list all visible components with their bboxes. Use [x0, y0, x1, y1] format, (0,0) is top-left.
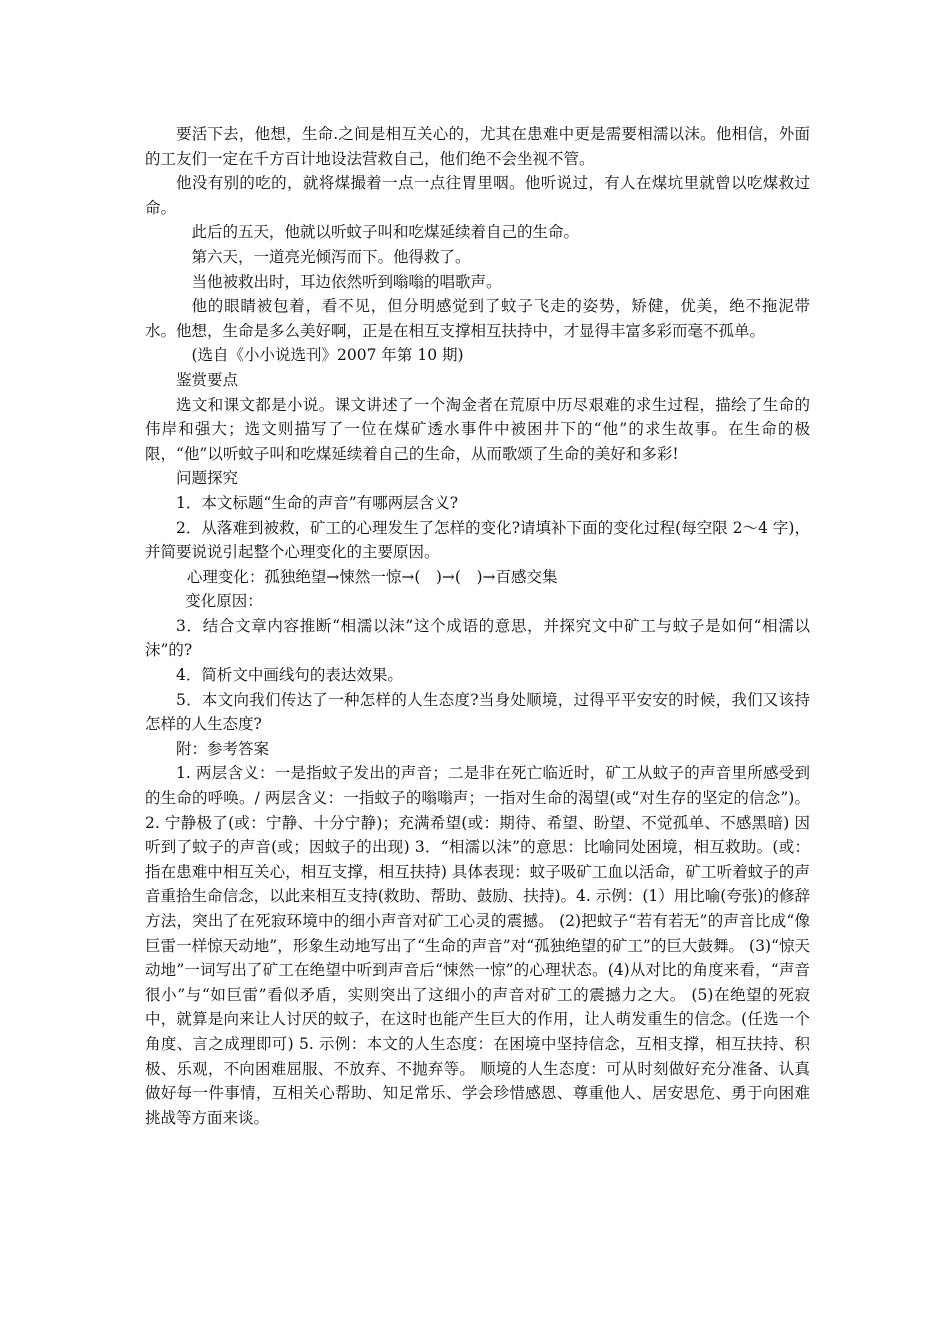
story-paragraph-2: 他没有别的吃的，就将煤撮着一点一点往胃里咽。他听说过，有人在煤坑里就曾以吃煤救过命。: [145, 174, 810, 217]
story-paragraph-6: 他的眼睛被包着，看不见，但分明感觉到了蚊子飞走的姿势，矫健，优美，绝不拖泥带水。他想，生命是多么美好啊，正是在相互支撑相互扶持中，才显得丰富多彩而毫不孤单。: [145, 297, 810, 340]
question-5: 5．本文向我们传达了一种怎样的人生态度?当身处顺境，过得平平安安的时候，我们又该持怎样的人生态度?: [145, 690, 810, 734]
story-paragraph-3: 此后的五天，他就以听蚊子叫和吃煤延续着自己的生命。: [191, 223, 580, 242]
document-page: [145, 122, 810, 1130]
story-source: (选自《小小说选刊》2007 年第 10 期): [191, 346, 464, 365]
question-4: 4．简析文中画线句的表达效果。: [176, 666, 403, 685]
story-paragraph-4: 第六天，一道亮光倾泻而下。他得救了。: [191, 247, 471, 266]
answers-heading: 附：参考答案: [176, 739, 270, 758]
question-2: 2．从落难到被救，矿工的心理发生了怎样的变化?请填补下面的变化过程(每空限 2～4 字)，并简要说说引起整个心理变化的主要原因。: [145, 518, 810, 562]
question-1: 1．本文标题“生命的声音”有哪两层含义?: [176, 493, 459, 512]
answers-text: 1. 两层含义：一是指蚊子发出的声音；二是非在死亡临近时，矿工从蚊子的声音里所感受到的生命的呼唤。/ 两层含义：一指蚊子的嗡嗡声；一指对生命的渴望(或“对生存的坚定的信念”)。2. 宁静极了(或：宁静、十分宁静)；充满希望(或：期待、希望、盼望、不觉孤单、不感黑暗) 因听到了蚊子的声音(或；因蚊子的出现) 3．“相濡以沫”的意思：比喻同处困境，相互救助。(或：指在患难中相互关心，相互支撑，相互扶持) 具体表现：蚊子吸矿工血以活命，矿工听着蚊子的声音重拾生命信念，以此来相互支持(救助、帮助、鼓励、扶持)。4. 示例：(1）用比喻(夸张)的修辞方法，突出了在死寂环境中的细小声音对矿工心灵的震撼。 (2)把蚊子“若有若无”的声音比成“像巨雷一样惊天动地”，形象生动地写出了“生命的声音”对“孤独绝望的矿工”的巨大鼓舞。 (3)“惊天动地”一词写出了矿工在绝望中听到声音后“悚然一惊”的心理状态。(4)从对比的角度来看，“声音很小”与“如巨雷”看似矛盾，实则突出了这细小的声音对矿工的震撼力之大。 (5)在绝望的死寂中，就算是向来让人讨厌的蚊子，在这时也能产生巨大的作用，让人萌发重生的信念。(任选一个角度、言之成理即可) 5. 示例：本文的人生态度：在困境中坚持信念，互相支撑，相互扶持、积极、乐观，不向困难屈服、不放弃、不抛弃等。 顺境的人生态度：可从时刻做好充分准备、认真做好每一件事情，互相关心帮助、知足常乐、学会珍惜感恩、尊重他人、居安思危、勇于向困难挑战等方面来谈。: [145, 764, 810, 1127]
appreciation-heading: 鉴赏要点: [176, 370, 239, 389]
questions-heading: 问题探究: [176, 469, 239, 488]
appreciation-text: 选文和课文都是小说。课文讲述了一个淘金者在荒原中历尽艰难的求生过程，描绘了生命的伟岸和强大；选文则描写了一位在煤矿透水事件中被困井下的“他”的求生故事。在生命的极限，“他”以听蚊子叫和吃煤延续着自己的生命，从而歌颂了生命的美好和多彩!: [145, 395, 810, 463]
story-paragraph-1: 要活下去，他想，生命.之间是相互关心的，尤其在患难中更是需要相濡以沫。他相信，外面的工友们一定在千方百计地设法营救自己，他们绝不会坐视不管。: [145, 125, 810, 168]
question-2-reason: 变化原因：: [185, 592, 263, 611]
story-paragraph-5: 当他被救出时，耳边依然听到嗡嗡的唱歌声。: [191, 272, 502, 291]
question-2-change: 心理变化：孤独绝望→悚然一惊→( )→( )→百感交集: [186, 567, 558, 586]
question-3: 3．结合文章内容推断“相濡以沫”这个成语的意思，并探究文中矿工与蚊子是如何“相濡以沫”的?: [145, 616, 810, 660]
